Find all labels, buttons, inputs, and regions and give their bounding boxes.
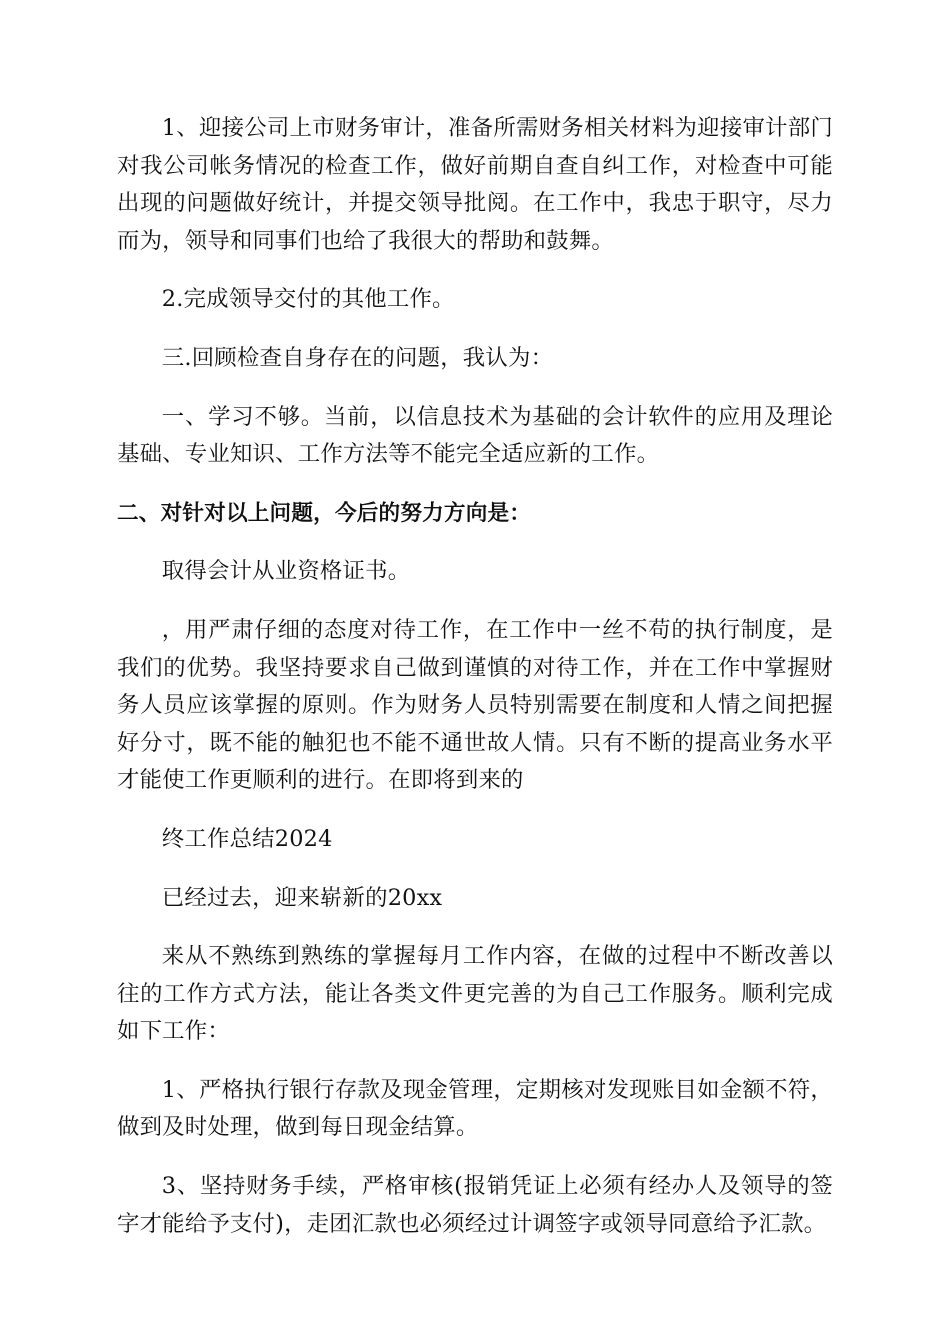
paragraph-attitude: ，用严肃仔细的态度对待工作，在工作中一丝不苟的执行制度，是我们的优势。我坚持要求自己做到谨慎的对待工作，并在工作中掌握财务人员应该掌握的原则。作为财务人员特别需要在制度和人情之间把握好分寸，既不能的触犯也不能不通世故人情。只有不断的提高业务水平才能使工作更顺利的进行。在即将到来的 [117,616,833,794]
paragraph-year-end-summary: 终工作总结2024 [161,825,333,852]
document-body [117,110,833,1264]
paragraph-new-year: 已经过去，迎来崭新的20xx [161,884,443,911]
paragraph-finance-procedures: 3、坚持财务手续，严格审核(报销凭证上必须有经办人及领导的签字才能给予支付)，走团汇款也必须经过计调签字或领导同意给予汇款。 [117,1173,833,1237]
paragraph-review-problems: 三.回顾检查自身存在的问题，我认为： [161,344,554,371]
paragraph-monthly-work: 来从不熟练到熟练的掌握每月工作内容，在做的过程中不断改善以往的工作方式方法，能让各类文件更完善的为自己工作服务。顺利完成如下工作： [117,943,833,1045]
paragraph-certificate: 取得会计从业资格证书。 [161,558,411,585]
paragraph-other-work: 2.完成领导交付的其他工作。 [161,286,455,313]
paragraph-cash-management: 1、严格执行银行存款及现金管理，定期核对发现账目如金额不符，做到及时处理，做到每日现金结算。 [117,1076,833,1141]
section-heading-improvement: 二、对针对以上问题，今后的努力方向是： [117,500,532,526]
paragraph-audit-prep: 1、迎接公司上市财务审计，准备所需财务相关材料为迎接审计部门对我公司帐务情况的检查工作，做好前期自查自纠工作，对检查中可能出现的问题做好统计，并提交领导批阅。在工作中，我忠于职守，尽力而为，领导和同事们也给了我很大的帮助和鼓舞。 [117,115,833,254]
paragraph-insufficient-study: 一、学习不够。当前，以信息技术为基础的会计软件的应用及理论基础、专业知识、工作方法等不能完全适应新的工作。 [117,403,833,468]
